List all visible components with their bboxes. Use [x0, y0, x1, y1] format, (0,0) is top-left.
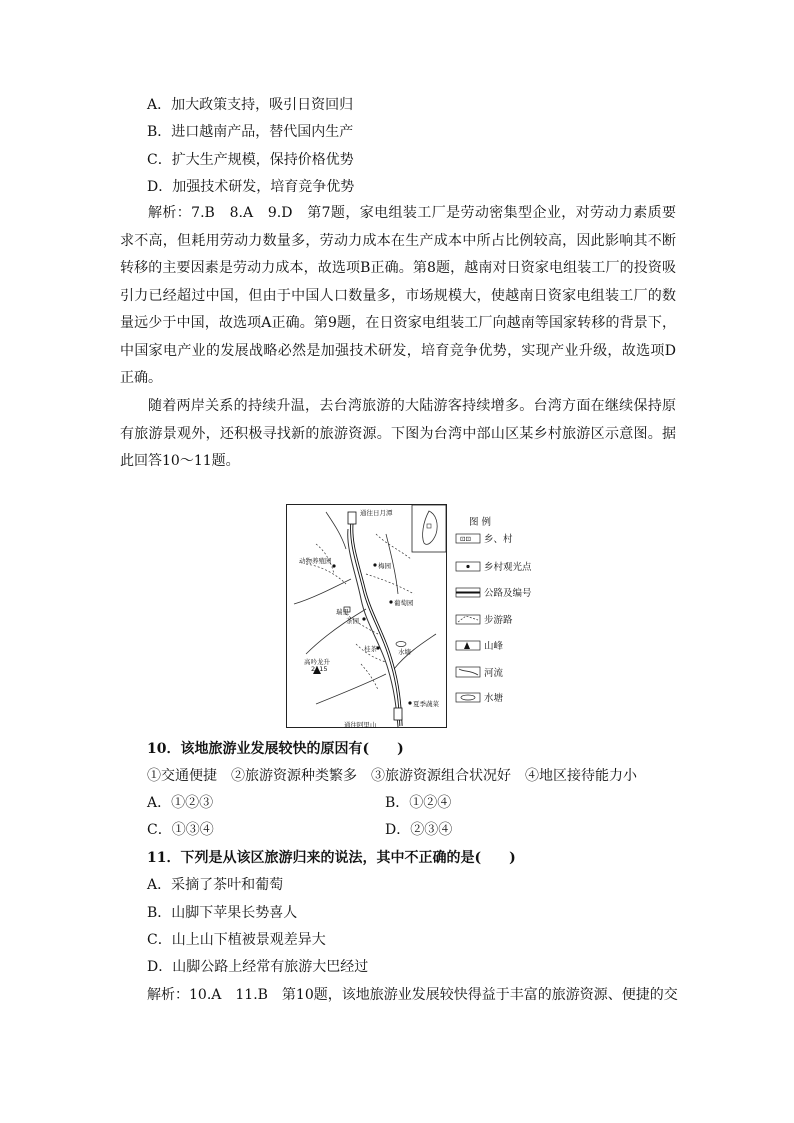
label-tea-garden: 茶园	[346, 617, 359, 625]
q9-option-a: A．加大政策支持，吸引日资回归	[147, 97, 354, 113]
sightseeing-point-icon	[362, 617, 365, 620]
legend-item-village: 乡、村	[484, 534, 513, 545]
sightseeing-point-icon	[332, 564, 335, 567]
legend-item-sightseeing: 乡村观光点	[484, 562, 532, 573]
label-pond: 水塘	[398, 648, 411, 656]
label-peak-elevation: 2115	[311, 665, 328, 673]
q9-option-c: C．扩大生产规模，保持价格优势	[147, 152, 354, 168]
q11-option-a: A．采摘了茶叶和葡萄	[147, 877, 284, 893]
taiwan-inset	[412, 505, 446, 552]
q10-stem: 10．该地旅游业发展较快的原因有( )	[147, 741, 404, 757]
legend-river-icon	[456, 667, 480, 677]
rural-tourism-map	[286, 504, 544, 728]
legend-village-sample: ⊡⊡	[460, 535, 471, 543]
q9-option-b: B．进口越南产品，替代国内生产	[147, 124, 354, 140]
legend-item-road: 公路及编号	[484, 588, 532, 599]
road-number-icon	[394, 708, 402, 720]
legend-item-trail: 步游路	[484, 615, 513, 626]
q11-option-d: D．山脚公路上经常有旅游大巴经过	[147, 959, 369, 975]
legend-title: 图 例	[469, 517, 492, 528]
label-to-sun-moon-lake: 通往日月潭	[360, 509, 393, 517]
q9-option-d: D．加强技术研发，培育竞争优势	[147, 179, 355, 195]
q10-factors: ①交通便捷 ②旅游资源种类繁多 ③旅游资源组合状况好 ④地区接待能力小	[147, 768, 637, 784]
label-village: 瑞里	[336, 608, 349, 616]
q11-option-c: C．山上山下植被景观差异大	[147, 932, 326, 948]
sightseeing-point-icon	[408, 701, 411, 704]
legend-pond-icon	[456, 693, 480, 702]
label-summer-vegetables: 夏季蔬菜	[413, 700, 439, 708]
sightseeing-point-icon	[389, 600, 392, 603]
label-grape-garden: 葡萄园	[394, 599, 414, 607]
label-plum-garden: 梅园	[378, 562, 391, 570]
map-svg	[286, 504, 544, 728]
q11-option-b: B．山脚下苹果长势喜人	[147, 905, 298, 921]
answer-explanation-7-9: 解析：7.B 8.A 9.D 第7题，家电组装工厂是劳动密集型企业，对劳动力素质要求不高，但耗用劳动力数量多，劳动力成本在生产成本中所占比例较高，因此影响其不断转移的主要因素是劳动力成本，故选项B正确。第8题，越南对日资家电组装工厂的投资吸引力已经超过中国，但由于中国人口数量多，市场规模大，使越南日资家电组装工厂的数量远少于中国，故选项A正确。第9题，在日资家电组装工厂向越南等国家转移的背景下，中国家电产业的发展战略必然是加强技术研发，培育竞争优势，实现产业升级，故选项D正确。	[120, 205, 676, 386]
intro-questions-10-11: 随着两岸关系的持续升温，去台湾旅游的大陆游客持续增多。台湾方面在继续保持原有旅游景观外，还积极寻找新的旅游资源。下图为台湾中部山区某乡村旅游区示意图。据此回答10～11题。	[120, 398, 676, 469]
q10-option-a: A．①②③	[147, 795, 214, 811]
legend-dot	[466, 565, 469, 568]
road-number-icon	[348, 512, 356, 524]
legend-item-river: 河流	[484, 668, 504, 679]
q10-option-b: B．①②④	[385, 795, 452, 811]
q10-option-d: D．②③④	[385, 822, 453, 838]
label-to-alishan: 通往阿里山	[344, 721, 377, 728]
label-gui-tea: 桂茶	[364, 645, 377, 653]
sightseeing-point-icon	[373, 563, 376, 566]
q10-option-c: C．①③④	[147, 822, 214, 838]
label-zoo: 动物养殖园	[299, 557, 332, 565]
legend-item-pond: 水塘	[484, 693, 504, 704]
q11-stem: 11．下列是从该区旅游归来的说法，其中不正确的是( )	[147, 850, 516, 866]
answer-explanation-10-11: 解析：10.A 11.B 第10题，该地旅游业发展较快得益于丰富的旅游资源、便捷的交	[147, 987, 678, 1003]
label-peak-name: 高吟龙升	[304, 658, 330, 666]
legend-item-peak: 山峰	[484, 641, 504, 652]
